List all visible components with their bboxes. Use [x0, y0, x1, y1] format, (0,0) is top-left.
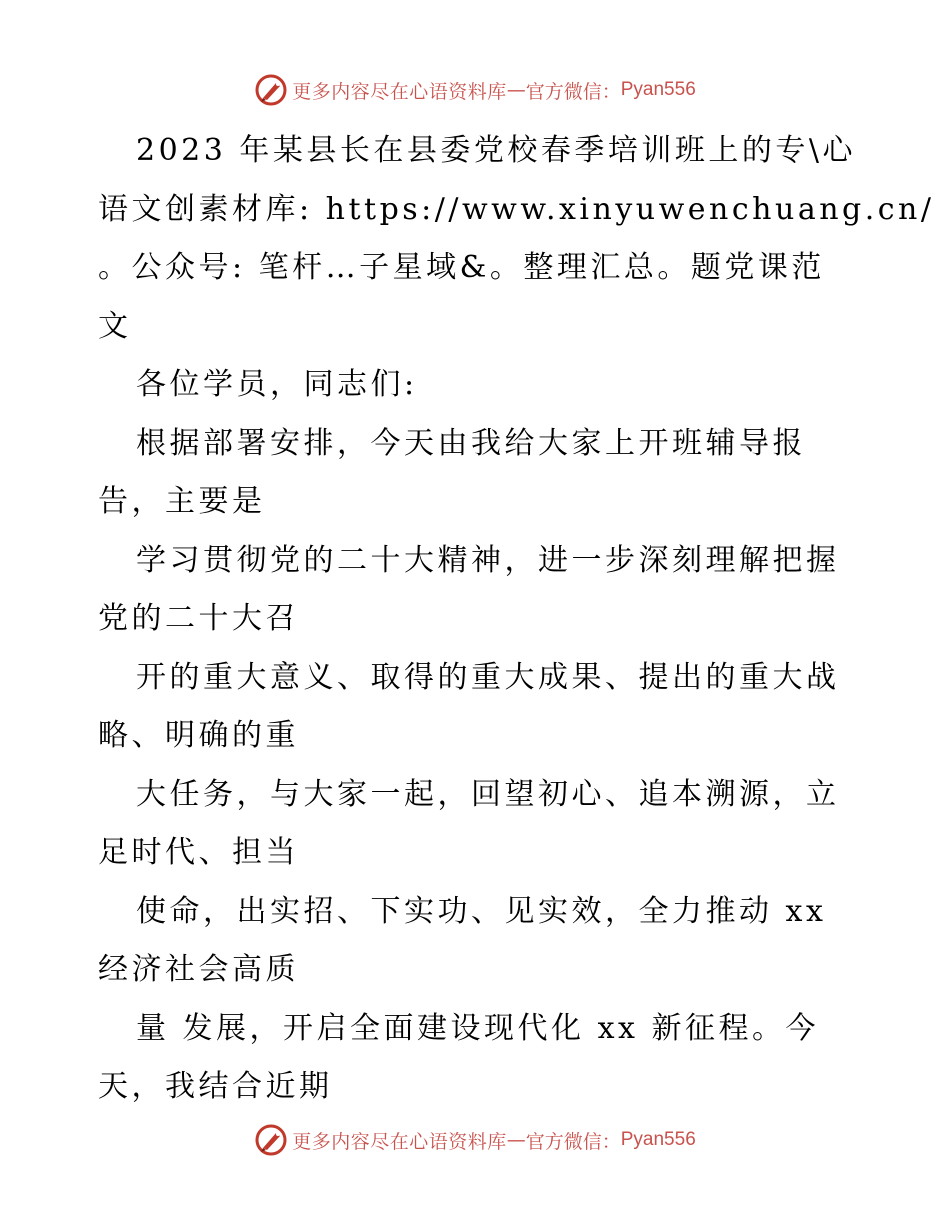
- watermark-dash: —: [506, 1129, 526, 1151]
- watermark-wechat-id: Pyan556: [620, 79, 696, 100]
- paragraph-line: 足时代、担当: [98, 835, 299, 870]
- paragraph-line: 使命，出实招、下实功、见实效，全力推动 xx: [136, 893, 827, 929]
- footer-watermark: [0, 1122, 950, 1158]
- watermark-wechat-id: Pyan556: [620, 1129, 696, 1150]
- paragraph-line: 经济社会高质: [98, 952, 299, 987]
- paragraph-line: 根据部署安排，今天由我给大家上开班辅导报: [136, 425, 806, 461]
- title-line-4: 文: [98, 308, 132, 344]
- paragraph-line: 大任务，与大家一起，回望初心、追本溯源，立: [136, 776, 840, 812]
- watermark-title: 更多内容尽在心语资料库: [292, 1130, 507, 1153]
- salutation: 各位学员，同志们:: [136, 367, 418, 402]
- watermark-dash: —: [506, 79, 526, 101]
- paragraph-line: 党的二十大召: [98, 601, 299, 636]
- paragraph-line: 略、明确的重: [98, 718, 299, 753]
- document-body: [98, 122, 935, 1117]
- title-line-3: 。公众号: 笔杆…子星域&。整理汇总。题党课范: [98, 250, 825, 285]
- pen-logo-icon: [254, 1123, 288, 1157]
- paragraph-line: 量 发展，开启全面建设现代化 xx 新征程。今: [136, 1010, 819, 1046]
- watermark-wechat-label: 官方微信：: [525, 1130, 621, 1153]
- pen-logo-icon: [254, 73, 288, 107]
- title-line-1: 2023 年某县长在县委党校春季培训班上的专\心: [136, 133, 856, 168]
- watermark-title: 更多内容尽在心语资料库: [292, 80, 507, 103]
- header-watermark: [0, 72, 950, 108]
- paragraph-line: 学习贯彻党的二十大精神，进一步深刻理解把握: [136, 542, 840, 578]
- title-line-2: 语文创素材库: https://www.xinyuwenchuang.cn/: [98, 191, 935, 227]
- paragraph-line: 告，主要是: [98, 484, 266, 519]
- paragraph-line: 开的重大意义、取得的重大成果、提出的重大战: [136, 659, 840, 695]
- watermark-wechat-label: 官方微信：: [525, 80, 621, 103]
- paragraph-line: 天，我结合近期: [98, 1069, 333, 1104]
